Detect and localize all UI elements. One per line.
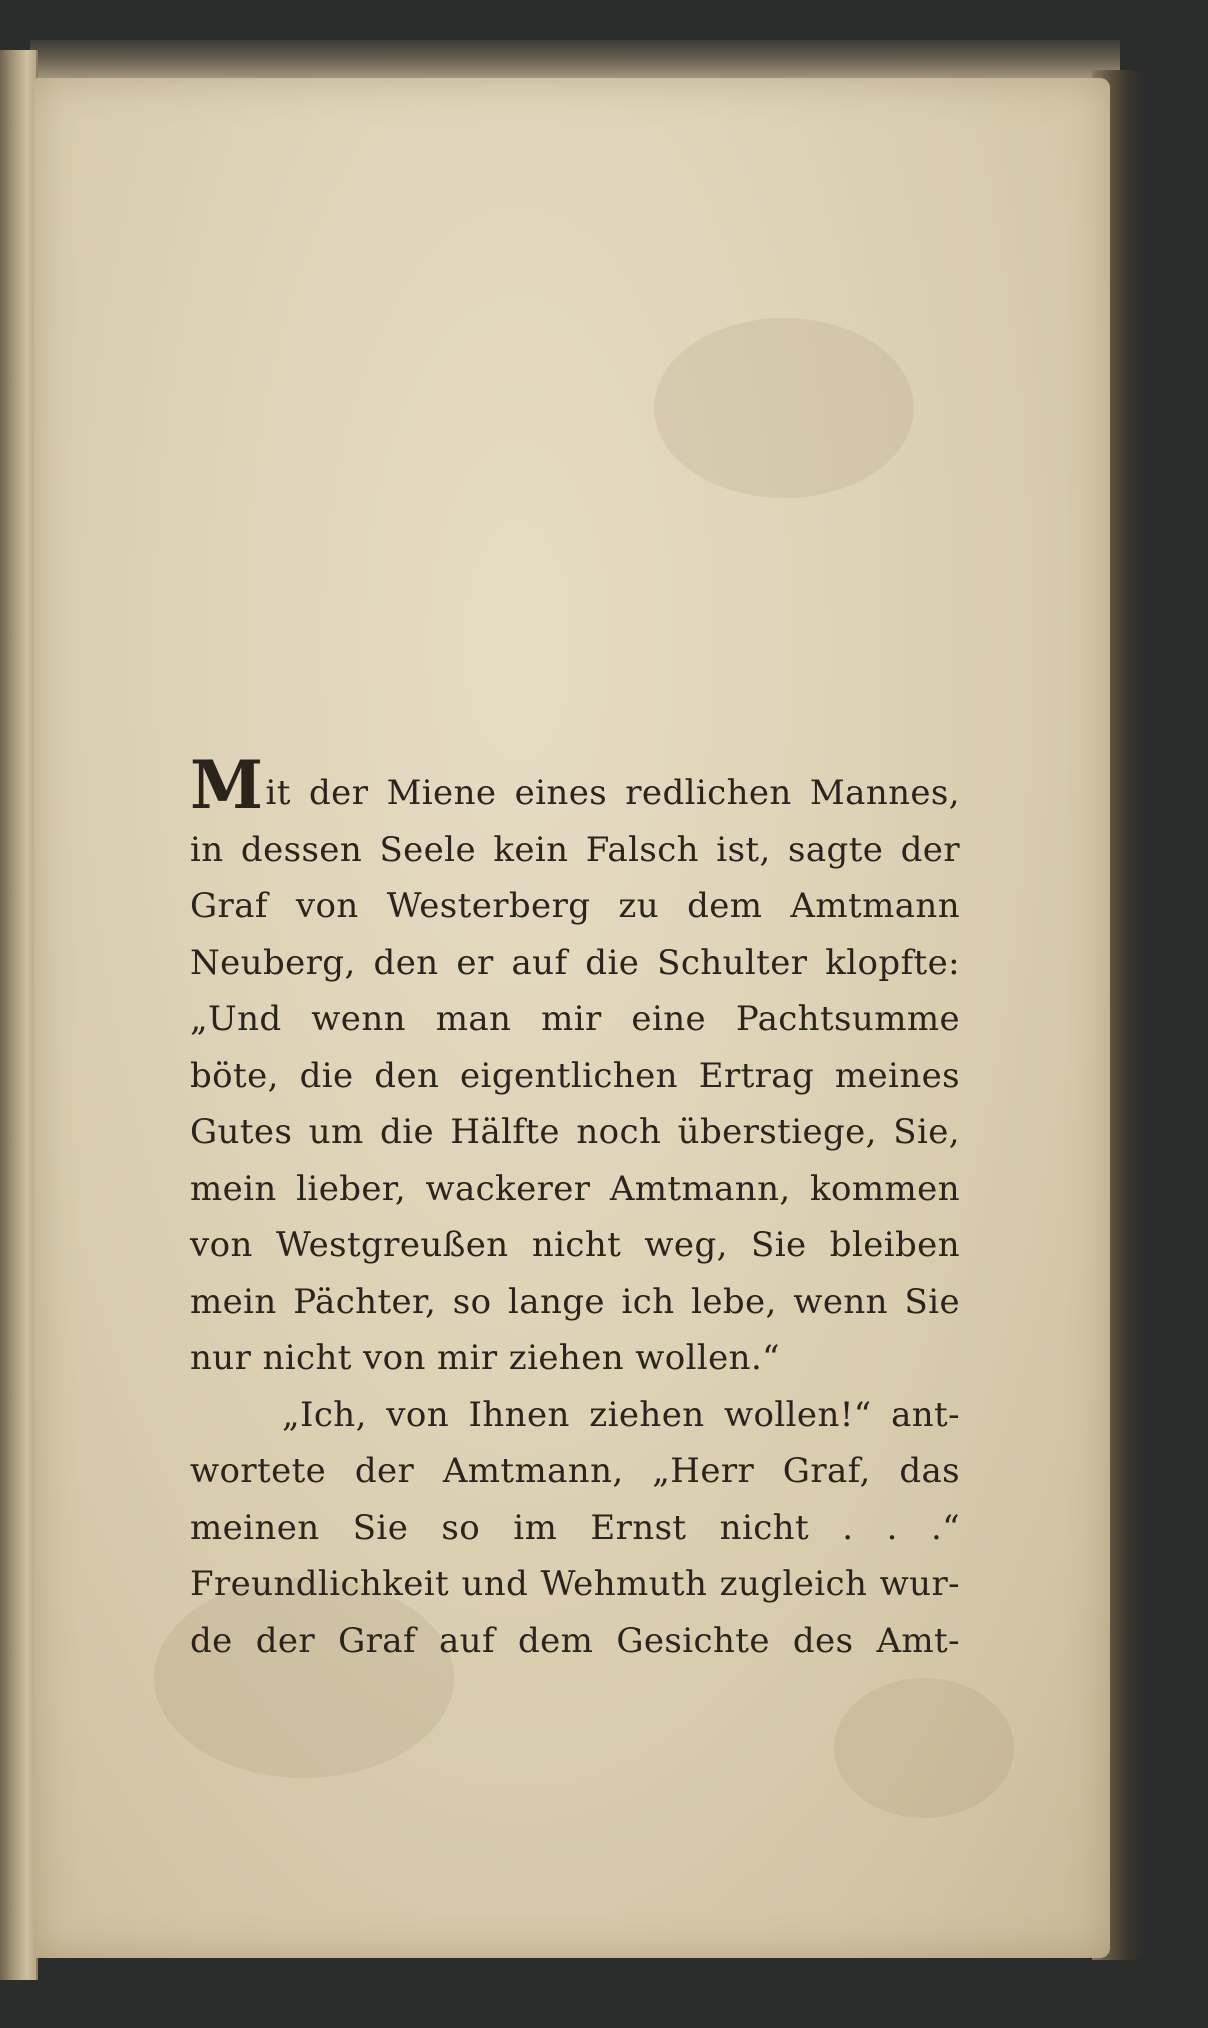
- text-line-8: mein lieber, wackerer Amtmann, kommen: [190, 1168, 960, 1209]
- text-line-2: in dessen Seele kein Falsch ist, sagte der: [190, 829, 960, 870]
- text-line-4: Neuberg, den er auf die Schulter klopfte:: [190, 942, 960, 983]
- paper-stain: [654, 318, 914, 498]
- text-line-13: wortete der Amtmann, „Herr Graf, das: [190, 1451, 960, 1491]
- text-line-16: de der Graf auf dem Gesichte des Amt-: [190, 1620, 960, 1661]
- text-line-14: meinen Sie so im Ernst nicht . . .“: [190, 1507, 960, 1548]
- text-line-6: böte, die den eigentlichen Ertrag meines: [190, 1055, 960, 1096]
- text-line-9: von Westgreußen nicht weg, Sie bleiben: [190, 1225, 960, 1265]
- text-line-1: [190, 746, 960, 824]
- body-text: [190, 746, 960, 1669]
- text-line-7: Gutes um die Hälfte noch überstiege, Sie,: [190, 1112, 960, 1152]
- text-line-5: „Und wenn man mir eine Pachtsumme: [190, 999, 960, 1039]
- text-line-3: Graf von Westerberg zu dem Amtmann: [190, 886, 960, 926]
- text-line-10: mein Pächter, so lange ich lebe, wenn Sie: [190, 1281, 960, 1322]
- text-line-12: „Ich, von Ihnen ziehen wollen!“ ant-: [282, 1394, 960, 1435]
- text-line-1-rest: it der Miene eines redlichen Mannes,: [265, 773, 960, 813]
- paper-stain: [834, 1678, 1014, 1818]
- drop-cap: M: [190, 746, 264, 824]
- text-line-15: Freundlichkeit und Wehmuth zugleich wur-: [190, 1564, 960, 1604]
- text-line-11: nur nicht von mir ziehen wollen.“: [190, 1338, 780, 1378]
- book-spine-edge: [0, 50, 38, 1980]
